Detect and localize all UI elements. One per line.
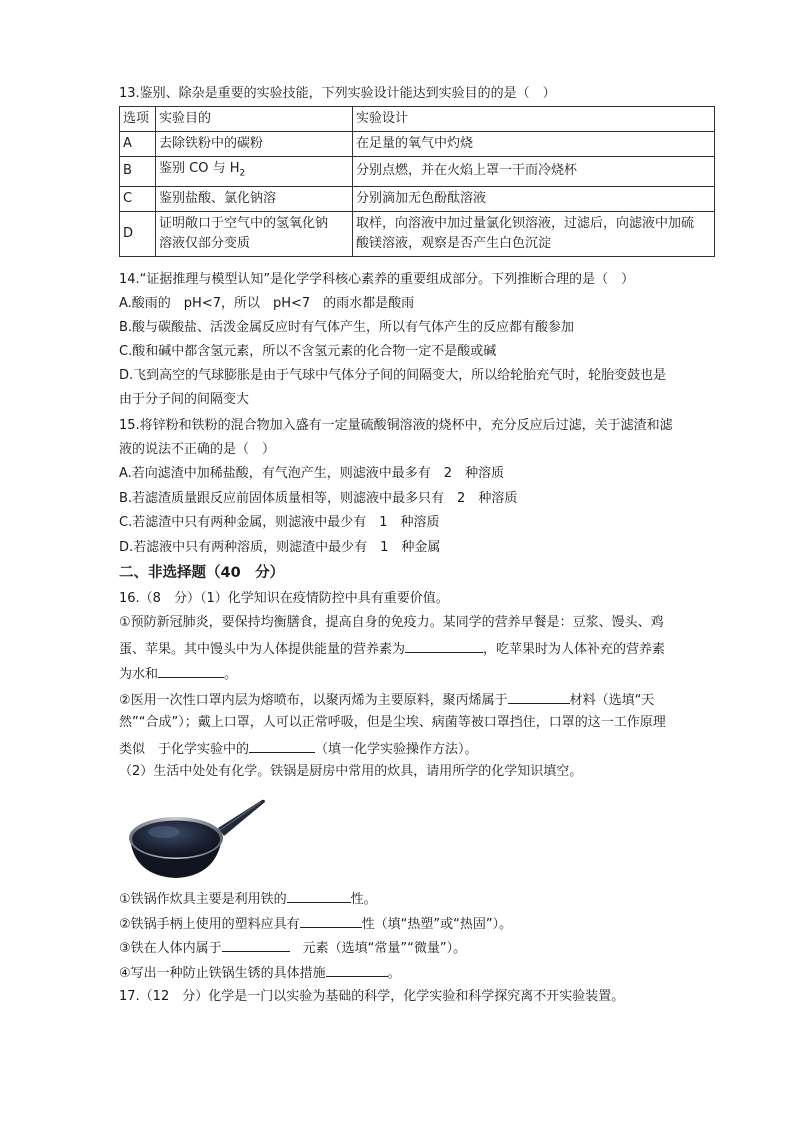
q16-part2: （2）生活中处处有化学。铁锅是厨房中常用的炊具，请用所学的化学知识填空。 bbox=[119, 764, 583, 779]
q16-wok-4: ④写出一种防止铁锅生锈的具体措施 。 bbox=[119, 962, 719, 984]
table-row bbox=[120, 132, 715, 157]
row-design: 取样，向溶液中加过量氯化钡溶液，过滤后，向滤液中加硫 酸镁溶液，观察是否产生白色沉淀 bbox=[353, 211, 715, 256]
q16-intro: 16.（8 分）（1）化学知识在疫情防控中具有重要价值。 bbox=[119, 591, 449, 606]
q15-stem-line1: 15.将锌粉和铁粉的混合物加入盛有一定量硫酸铜溶液的烧杯中，充分反应后过滤，关于滤渣和滤 bbox=[119, 418, 673, 433]
q14-option-d-line1: D.飞到高空的气球膨胀是由于气球中气体分子间的间隔变大，所以给轮胎充气时，轮胎变鼓也是 bbox=[119, 368, 667, 383]
q14-stem: 14.“证据推理与模型认知”是化学学科核心素养的重要组成部分。下列推断合理的是（ ） bbox=[119, 272, 635, 287]
q16-p2-line2: 然”“合成”）；戴上口罩，人可以正常呼吸，但是尘埃、病菌等被口罩挡住，口罩的这一工作原理 bbox=[119, 715, 666, 730]
answer-blank bbox=[508, 689, 570, 704]
q16-p1-line3: 为水和 。 bbox=[119, 663, 719, 685]
answer-blank bbox=[287, 888, 351, 903]
table-row bbox=[120, 186, 715, 211]
row-option: D bbox=[120, 211, 156, 256]
answer-blank bbox=[300, 913, 362, 928]
q17-intro: 17.（12 分）化学是一门以实验为基础的科学，化学实验和科学探究离不开实验装置。 bbox=[119, 989, 625, 1004]
row-goal: 证明敞口于空气中的氢氧化钠 溶液仅部分变质 bbox=[156, 211, 353, 256]
q16-wok-3: ③铁在人体内属于 元素（选填“常量”“微量”）。 bbox=[119, 937, 719, 959]
q16-wok-2: ②铁锅手柄上使用的塑料应具有 性（填“热塑”或“热固”）。 bbox=[119, 913, 719, 935]
q13-stem: 13.鉴别、除杂是重要的实验技能，下列实验设计能达到实验目的的是（ ） bbox=[119, 86, 556, 101]
table-row bbox=[120, 157, 715, 187]
q15-option-c: C.若滤渣中只有两种金属，则滤液中最少有 1 种溶质 bbox=[119, 515, 440, 530]
q14-option-c: C.酸和碱中都含氢元素，所以不含氢元素的化合物一定不是酸或碱 bbox=[119, 344, 497, 359]
row-goal: 鉴别盐酸、氯化钠溶 bbox=[156, 186, 353, 211]
q16-p2-line1: ②医用一次性口罩内层为熔喷布，以聚丙烯为主要原料，聚丙烯属于 材料（选填“天 bbox=[119, 689, 719, 711]
answer-blank bbox=[249, 738, 315, 753]
wok-icon bbox=[124, 798, 266, 880]
row-goal: 去除铁粉中的碳粉 bbox=[156, 132, 353, 157]
q14-option-b: B.酸与碳酸盐、活泼金属反应时有气体产生，所以有气体产生的反应都有酸参加 bbox=[119, 320, 575, 335]
header-goal: 实验目的 bbox=[156, 107, 353, 132]
answer-blank bbox=[326, 962, 388, 977]
q13-table bbox=[119, 106, 715, 257]
row-option: C bbox=[120, 186, 156, 211]
q15-option-a: A.若向滤渣中加稀盐酸，有气泡产生，则滤液中最多有 2 种溶质 bbox=[119, 466, 505, 481]
answer-blank bbox=[405, 638, 483, 653]
q14-option-d-line2: 由于分子间的间隔变大 bbox=[119, 392, 250, 407]
answer-blank bbox=[222, 937, 290, 952]
header-option: 选项 bbox=[120, 107, 156, 132]
q16-wok-1: ①铁锅作炊具主要是利用铁的 性。 bbox=[119, 888, 719, 910]
row-goal: 鉴别 CO 与 $H_2$ bbox=[156, 157, 353, 187]
q14-option-a: A.酸雨的 pH<7，所以 pH<7 的雨水都是酸雨 bbox=[119, 296, 415, 311]
q15-option-d: D.若滤液中只有两种溶质，则滤渣中最少有 1 种金属 bbox=[119, 540, 441, 555]
q16-p1-line2: 蛋、苹果。其中馒头中为人体提供能量的营养素为 ，吃苹果时为人体补充的营养素 bbox=[119, 638, 719, 660]
q15-stem-line2: 液的说法不正确的是（ ） bbox=[119, 442, 276, 457]
row-design: 在足量的氧气中灼烧 bbox=[353, 132, 715, 157]
header-design: 实验设计 bbox=[353, 107, 715, 132]
answer-blank bbox=[158, 663, 224, 678]
table-header-row bbox=[120, 107, 715, 132]
q16-p2-line3: 类似 于化学实验中的 （填一化学实验操作方法）。 bbox=[119, 738, 719, 760]
row-design: 分别滴加无色酚酞溶液 bbox=[353, 186, 715, 211]
row-design: 分别点燃，并在火焰上罩一干而冷烧杯 bbox=[353, 157, 715, 187]
q16-p1-line1: ①预防新冠肺炎，要保持均衡膳食，提高自身的免疫力。某同学的营养早餐是：豆浆、馒头、鸡 bbox=[119, 615, 664, 630]
q15-option-b: B.若滤渣质量跟反应前固体质量相等，则滤液中最多只有 2 种溶质 bbox=[119, 491, 518, 506]
table-row bbox=[120, 211, 715, 256]
section-heading: 二、非选择题（40 分） bbox=[119, 565, 285, 581]
row-option: A bbox=[120, 132, 156, 157]
row-option: B bbox=[120, 157, 156, 187]
